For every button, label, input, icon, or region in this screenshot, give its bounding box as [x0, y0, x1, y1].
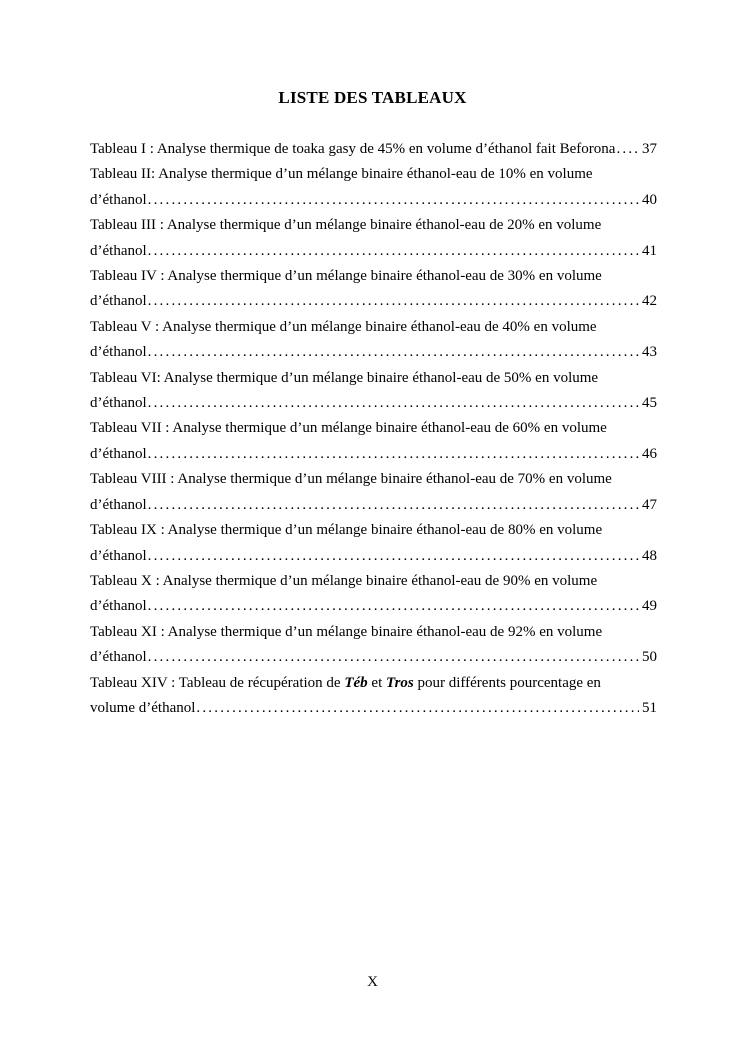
toc-entry-text: d’éthanol — [90, 242, 147, 259]
toc-entry-text: d’éthanol — [90, 598, 147, 615]
toc-entry-line — [90, 594, 657, 619]
toc-entry-text: Tableau VI: Analyse thermique d’un mélange binaire éthanol-eau de 50% en volume — [90, 369, 599, 386]
footer-page-number: X — [367, 974, 378, 990]
toc-entry-line — [90, 645, 657, 670]
toc-entry — [90, 264, 657, 315]
dot-leader — [148, 594, 639, 619]
toc-entry-line — [90, 239, 657, 264]
toc-entry-line — [90, 188, 657, 213]
toc-entry-text: Tableau VIII : Analyse thermique d’un mélange binaire éthanol-eau de 70% en volume — [90, 471, 612, 488]
toc-page-number: 47 — [642, 496, 657, 513]
page-title: LISTE DES TABLEAUX — [278, 88, 467, 107]
toc-entry — [90, 162, 657, 213]
toc-entry-line — [90, 569, 657, 594]
toc-entry-text: d’éthanol — [90, 445, 147, 462]
toc-page-number: 43 — [642, 344, 657, 361]
dot-leader — [148, 544, 639, 569]
toc-entry-line — [90, 416, 657, 441]
toc-entry-text: Tableau X : Analyse thermique d’un mélange binaire éthanol-eau de 90% en volume — [90, 572, 598, 589]
toc-entry-text: Tableau XI : Analyse thermique d’un mélange binaire éthanol-eau de 92% en volume — [90, 623, 603, 640]
dot-leader — [148, 289, 639, 314]
toc-entry — [90, 137, 657, 162]
toc-entry-text: Tableau III : Analyse thermique d’un mélange binaire éthanol-eau de 20% en volume — [90, 217, 602, 234]
toc-entry — [90, 467, 657, 518]
toc-page-number: 45 — [642, 395, 657, 412]
toc-page-number: 51 — [642, 699, 657, 716]
toc-entry-text: Tableau XIV : Tableau de récupération de Téb et Tros pour différents pourcentage en — [90, 674, 601, 691]
toc-entry — [90, 569, 657, 620]
toc-entry-text: d’éthanol — [90, 649, 147, 666]
dot-leader — [616, 137, 639, 162]
toc-entry-text: d’éthanol — [90, 191, 147, 208]
toc-entry-text: Tableau IV : Analyse thermique d’un mélange binaire éthanol-eau de 30% en volume — [90, 268, 602, 285]
toc-entry-text: volume d’éthanol — [90, 699, 196, 716]
toc-entry-line — [90, 620, 657, 645]
dot-leader — [148, 391, 639, 416]
toc-entry-text: d’éthanol — [90, 547, 147, 564]
toc-entry-text: d’éthanol — [90, 395, 147, 412]
toc-entry-line — [90, 264, 657, 289]
toc-entry — [90, 213, 657, 264]
dot-leader — [148, 493, 639, 518]
dot-leader — [148, 442, 639, 467]
math-symbol: Tros — [385, 674, 414, 691]
dot-leader — [196, 696, 639, 721]
toc-page-number: 50 — [642, 649, 657, 666]
toc-entry-line — [90, 544, 657, 569]
toc-entry-line — [90, 366, 657, 391]
toc-entry-line — [90, 518, 657, 543]
toc-entry — [90, 366, 657, 417]
dot-leader — [148, 188, 639, 213]
toc-entry-line — [90, 340, 657, 365]
toc-entry — [90, 620, 657, 671]
toc-entry-line — [90, 162, 657, 187]
toc-page-number: 49 — [642, 598, 657, 615]
toc-entry-text: Tableau V : Analyse thermique d’un mélange binaire éthanol-eau de 40% en volume — [90, 318, 597, 335]
toc-page-number: 37 — [642, 141, 657, 157]
toc-page-number: 46 — [642, 445, 657, 462]
toc-entry-text: d’éthanol — [90, 496, 147, 513]
toc-entry — [90, 315, 657, 366]
dot-leader — [148, 645, 639, 670]
toc-entry-text: Tableau VII : Analyse thermique d’un mélange binaire éthanol-eau de 60% en volume — [90, 420, 607, 437]
toc-entry-line — [90, 493, 657, 518]
toc-page-number: 41 — [642, 242, 657, 259]
toc-entry-line — [90, 315, 657, 340]
toc-entry-line — [90, 442, 657, 467]
toc-entry-text: d’éthanol — [90, 293, 147, 310]
math-symbol: Téb — [344, 674, 368, 691]
toc-entry-text: Tableau IX : Analyse thermique d’un mélange binaire éthanol-eau de 80% en volume — [90, 522, 603, 539]
toc-entry-line — [90, 671, 657, 696]
toc-page-number: 48 — [642, 547, 657, 564]
toc-entry-text: Tableau II: Analyse thermique d’un mélange binaire éthanol-eau de 10% en volume — [90, 166, 593, 183]
toc-entry-line — [90, 391, 657, 416]
toc-entry — [90, 671, 657, 722]
toc-entry-line — [90, 213, 657, 238]
toc-entry-line — [90, 137, 657, 162]
toc-entry — [90, 518, 657, 569]
toc-entry-line — [90, 467, 657, 492]
dot-leader — [148, 239, 639, 264]
toc-page-number: 40 — [642, 191, 657, 208]
toc-entry — [90, 416, 657, 467]
toc-entry-line — [90, 289, 657, 314]
toc-entry-text: Tableau I : Analyse thermique de toaka gasy de 45% en volume d’éthanol fait Beforona — [90, 141, 616, 157]
toc-entry-text: d’éthanol — [90, 344, 147, 361]
dot-leader — [148, 340, 639, 365]
table-of-tables-list — [90, 137, 657, 721]
toc-page-number: 42 — [642, 293, 657, 310]
toc-entry-line — [90, 696, 657, 721]
